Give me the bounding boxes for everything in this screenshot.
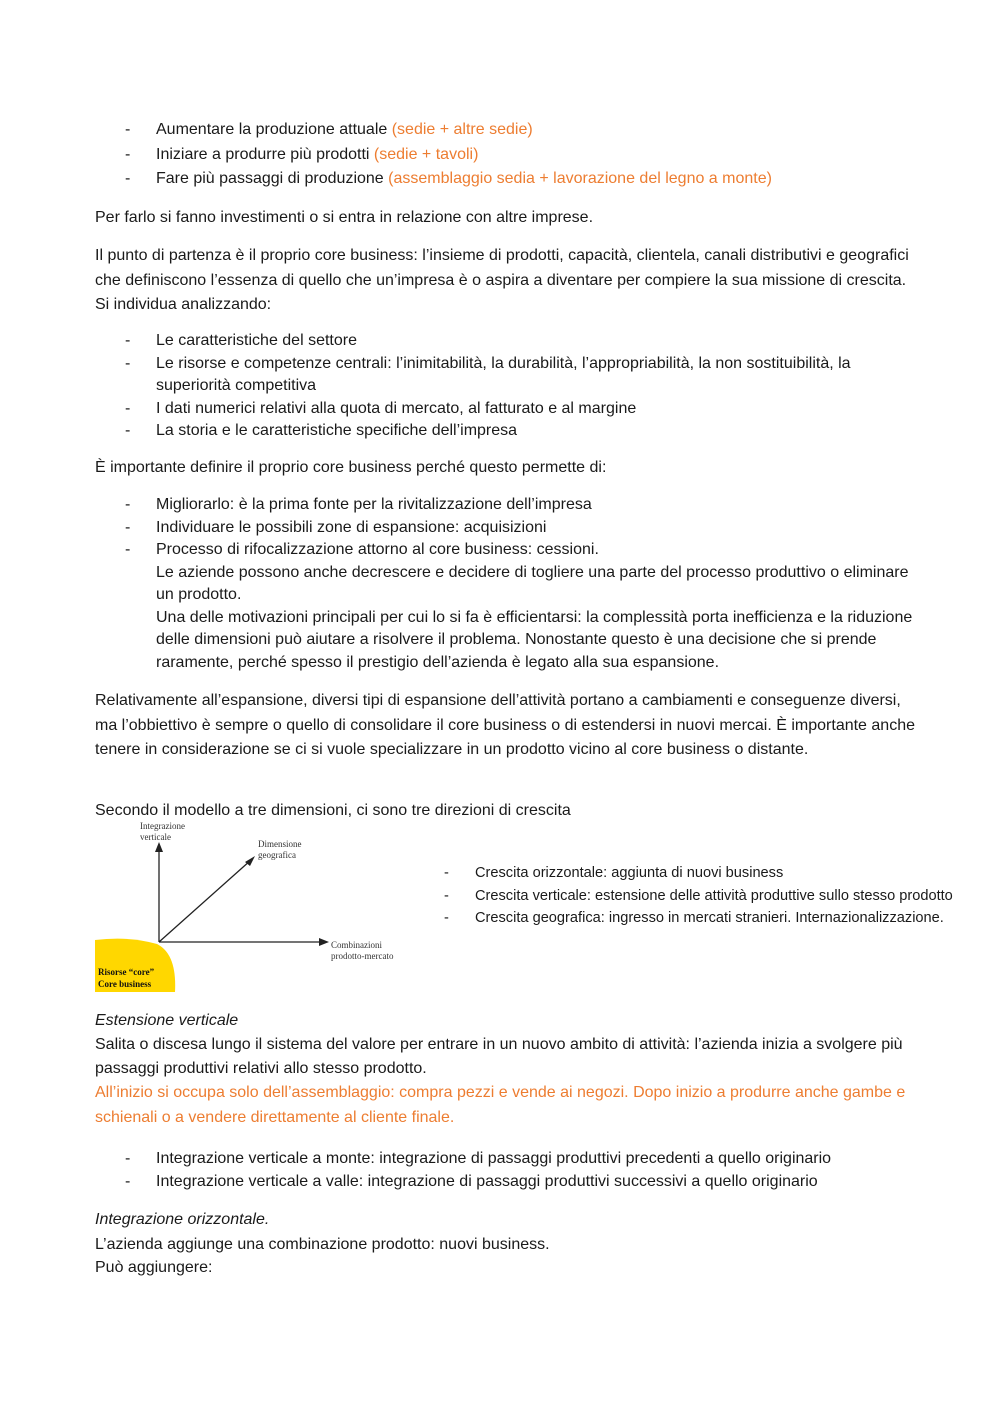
list-item-text: Crescita orizzontale: aggiunta di nuovi business bbox=[475, 865, 784, 881]
dash-bullet: - bbox=[125, 518, 131, 536]
list-item bbox=[95, 539, 915, 674]
vertical-integration-list bbox=[95, 1148, 915, 1193]
list-item bbox=[95, 517, 915, 540]
paragraph: Può aggiungere: bbox=[95, 1259, 213, 1276]
dash-bullet: - bbox=[444, 865, 449, 881]
list-item-text: Crescita geografica: ingresso in mercati stranieri. Internazionalizzazione. bbox=[475, 910, 944, 926]
list-item-detail: Una delle motivazioni principali per cui lo si fa è efficientarsi: la complessità porta inefficienza e la riduzione delle dimensioni può aiutare a risolvere il problema. Nonostante questo è una decisione che si prende raramente, perché spesso il prestigio dell’azienda è legato alla sua espansione. bbox=[156, 608, 913, 671]
dash-bullet: - bbox=[125, 541, 131, 558]
core-label: Core business bbox=[98, 979, 152, 989]
growth-options-list bbox=[95, 119, 915, 191]
paragraph: Relativamente all’espansione, diversi tipi di espansione dell’attività portano a cambiamenti e conseguenze diversi, ma l’obbiettivo è sempre o quello di consolidare il core business o di estendersi in nuovi mercai. È importante anche tenere in considerazione se ci si vuole specializzare in un prodotto vicino al core business o distante. bbox=[95, 692, 915, 758]
list-item bbox=[95, 119, 915, 142]
list-item-text: Processo di rifocalizzazione attorno al core business: cessioni. bbox=[156, 541, 599, 558]
dash-bullet: - bbox=[125, 1150, 131, 1167]
paragraph: Salita o discesa lungo il sistema del valore per entrare in un nuovo ambito di attività: l’azienda inizia a svolgere più passaggi produttivi relativi allo stesso prodotto. bbox=[95, 1036, 903, 1077]
dash-bullet: - bbox=[444, 910, 449, 926]
core-business-analysis-list bbox=[95, 330, 915, 443]
list-item-text: Integrazione verticale a monte: integrazione di passaggi produttivi precedenti a quello originario bbox=[156, 1150, 832, 1167]
paragraph: Per farlo si fanno investimenti o si entra in relazione con altre imprese. bbox=[95, 209, 594, 226]
list-item bbox=[95, 168, 915, 191]
list-item bbox=[414, 907, 974, 930]
list-item-text: Crescita verticale: estensione delle attività produttive sullo stesso prodotto bbox=[475, 887, 953, 904]
diagonal-axis-label: geografica bbox=[258, 850, 296, 860]
dash-bullet: - bbox=[125, 121, 131, 138]
dash-bullet: - bbox=[125, 332, 131, 349]
list-item-note: (sedie + tavoli) bbox=[373, 145, 479, 163]
list-item-text: I dati numerici relativi alla quota di mercato, al fatturato e al margine bbox=[156, 399, 637, 417]
list-item-text: Fare più passaggi di produzione bbox=[156, 170, 389, 187]
diagonal-axis bbox=[159, 860, 251, 942]
paragraph: È importante definire il proprio core business perché questo permette di: bbox=[95, 459, 607, 476]
diagonal-axis-label: Dimensione bbox=[258, 839, 302, 849]
list-item-text: Le caratteristiche del settore bbox=[156, 332, 357, 349]
list-item-text: Integrazione verticale a valle: integrazione di passaggi produttivi successivi a quello originario bbox=[156, 1172, 818, 1190]
list-item-text: Individuare le possibili zone di espansione: acquisizioni bbox=[156, 518, 547, 536]
list-item-text: Aumentare la produzione attuale bbox=[156, 121, 392, 138]
dash-bullet: - bbox=[125, 170, 131, 187]
section-heading: Integrazione orizzontale. bbox=[95, 1211, 270, 1228]
list-item-text: Migliorarlo: è la prima fonte per la rivitalizzazione dell’impresa bbox=[156, 496, 592, 513]
list-item bbox=[95, 420, 915, 443]
list-item-detail: Le aziende possono anche decrescere e decidere di togliere una parte del processo produttivo o eliminare un prodotto. bbox=[156, 563, 909, 603]
section-heading: Estensione verticale bbox=[95, 1012, 239, 1029]
list-item bbox=[95, 353, 915, 398]
dash-bullet: - bbox=[125, 145, 131, 163]
core-business-benefits-list bbox=[95, 494, 915, 674]
y-axis-label: Integrazione bbox=[140, 821, 185, 831]
horizontal-axis-arrow bbox=[319, 938, 329, 946]
dash-bullet: - bbox=[444, 887, 449, 904]
list-item bbox=[414, 862, 974, 885]
list-item-note: (assemblaggio sedia + lavorazione del legno a monte) bbox=[388, 170, 772, 187]
dash-bullet: - bbox=[125, 496, 131, 513]
x-axis-label: prodotto-mercato bbox=[331, 951, 394, 961]
paragraph: Secondo il modello a tre dimensioni, ci sono tre direzioni di crescita bbox=[95, 802, 571, 819]
three-dimension-growth-diagram bbox=[95, 818, 415, 996]
list-item bbox=[95, 144, 915, 167]
paragraph: Il punto di partenza è il proprio core business: l’insieme di prodotti, capacità, clientela, canali distributivi e geografici che definiscono l’essenza di quello che un’impresa è o aspira a diventare per compiere la sua missione di crescita. Si individua analizzando: bbox=[95, 247, 909, 313]
list-item bbox=[95, 398, 915, 421]
paragraph: L’azienda aggiunge una combinazione prodotto: nuovi business. bbox=[95, 1236, 550, 1253]
dash-bullet: - bbox=[125, 354, 131, 372]
x-axis-label: Combinazioni bbox=[331, 940, 382, 950]
dash-bullet: - bbox=[125, 399, 131, 417]
list-item bbox=[414, 885, 974, 908]
list-item bbox=[95, 1171, 915, 1194]
growth-directions-list bbox=[414, 862, 974, 930]
list-item-note: (sedie + altre sedie) bbox=[391, 121, 533, 138]
list-item bbox=[95, 330, 915, 353]
example-paragraph: All’inizio si occupa solo dell’assemblaggio: compra pezzi e vende ai negozi. Dopo inizio a produrre anche gambe e schienali o a vendere direttamente al cliente finale. bbox=[95, 1084, 906, 1126]
list-item bbox=[95, 1148, 915, 1171]
dash-bullet: - bbox=[125, 422, 131, 439]
vertical-axis-arrow bbox=[155, 842, 163, 852]
y-axis-label: verticale bbox=[140, 832, 171, 842]
list-item bbox=[95, 494, 915, 517]
dash-bullet: - bbox=[125, 1172, 131, 1190]
list-item-text: Le risorse e competenze centrali: l’inimitabilità, la durabilità, l’appropriabilità, la non sostituibilità, la superiorità competitiva bbox=[156, 354, 851, 394]
diagram-svg bbox=[95, 818, 415, 996]
list-item-text: La storia e le caratteristiche specifiche dell’impresa bbox=[156, 422, 518, 439]
list-item-text: Iniziare a produrre più prodotti bbox=[156, 145, 374, 163]
core-label: Risorse “core” bbox=[98, 967, 155, 977]
